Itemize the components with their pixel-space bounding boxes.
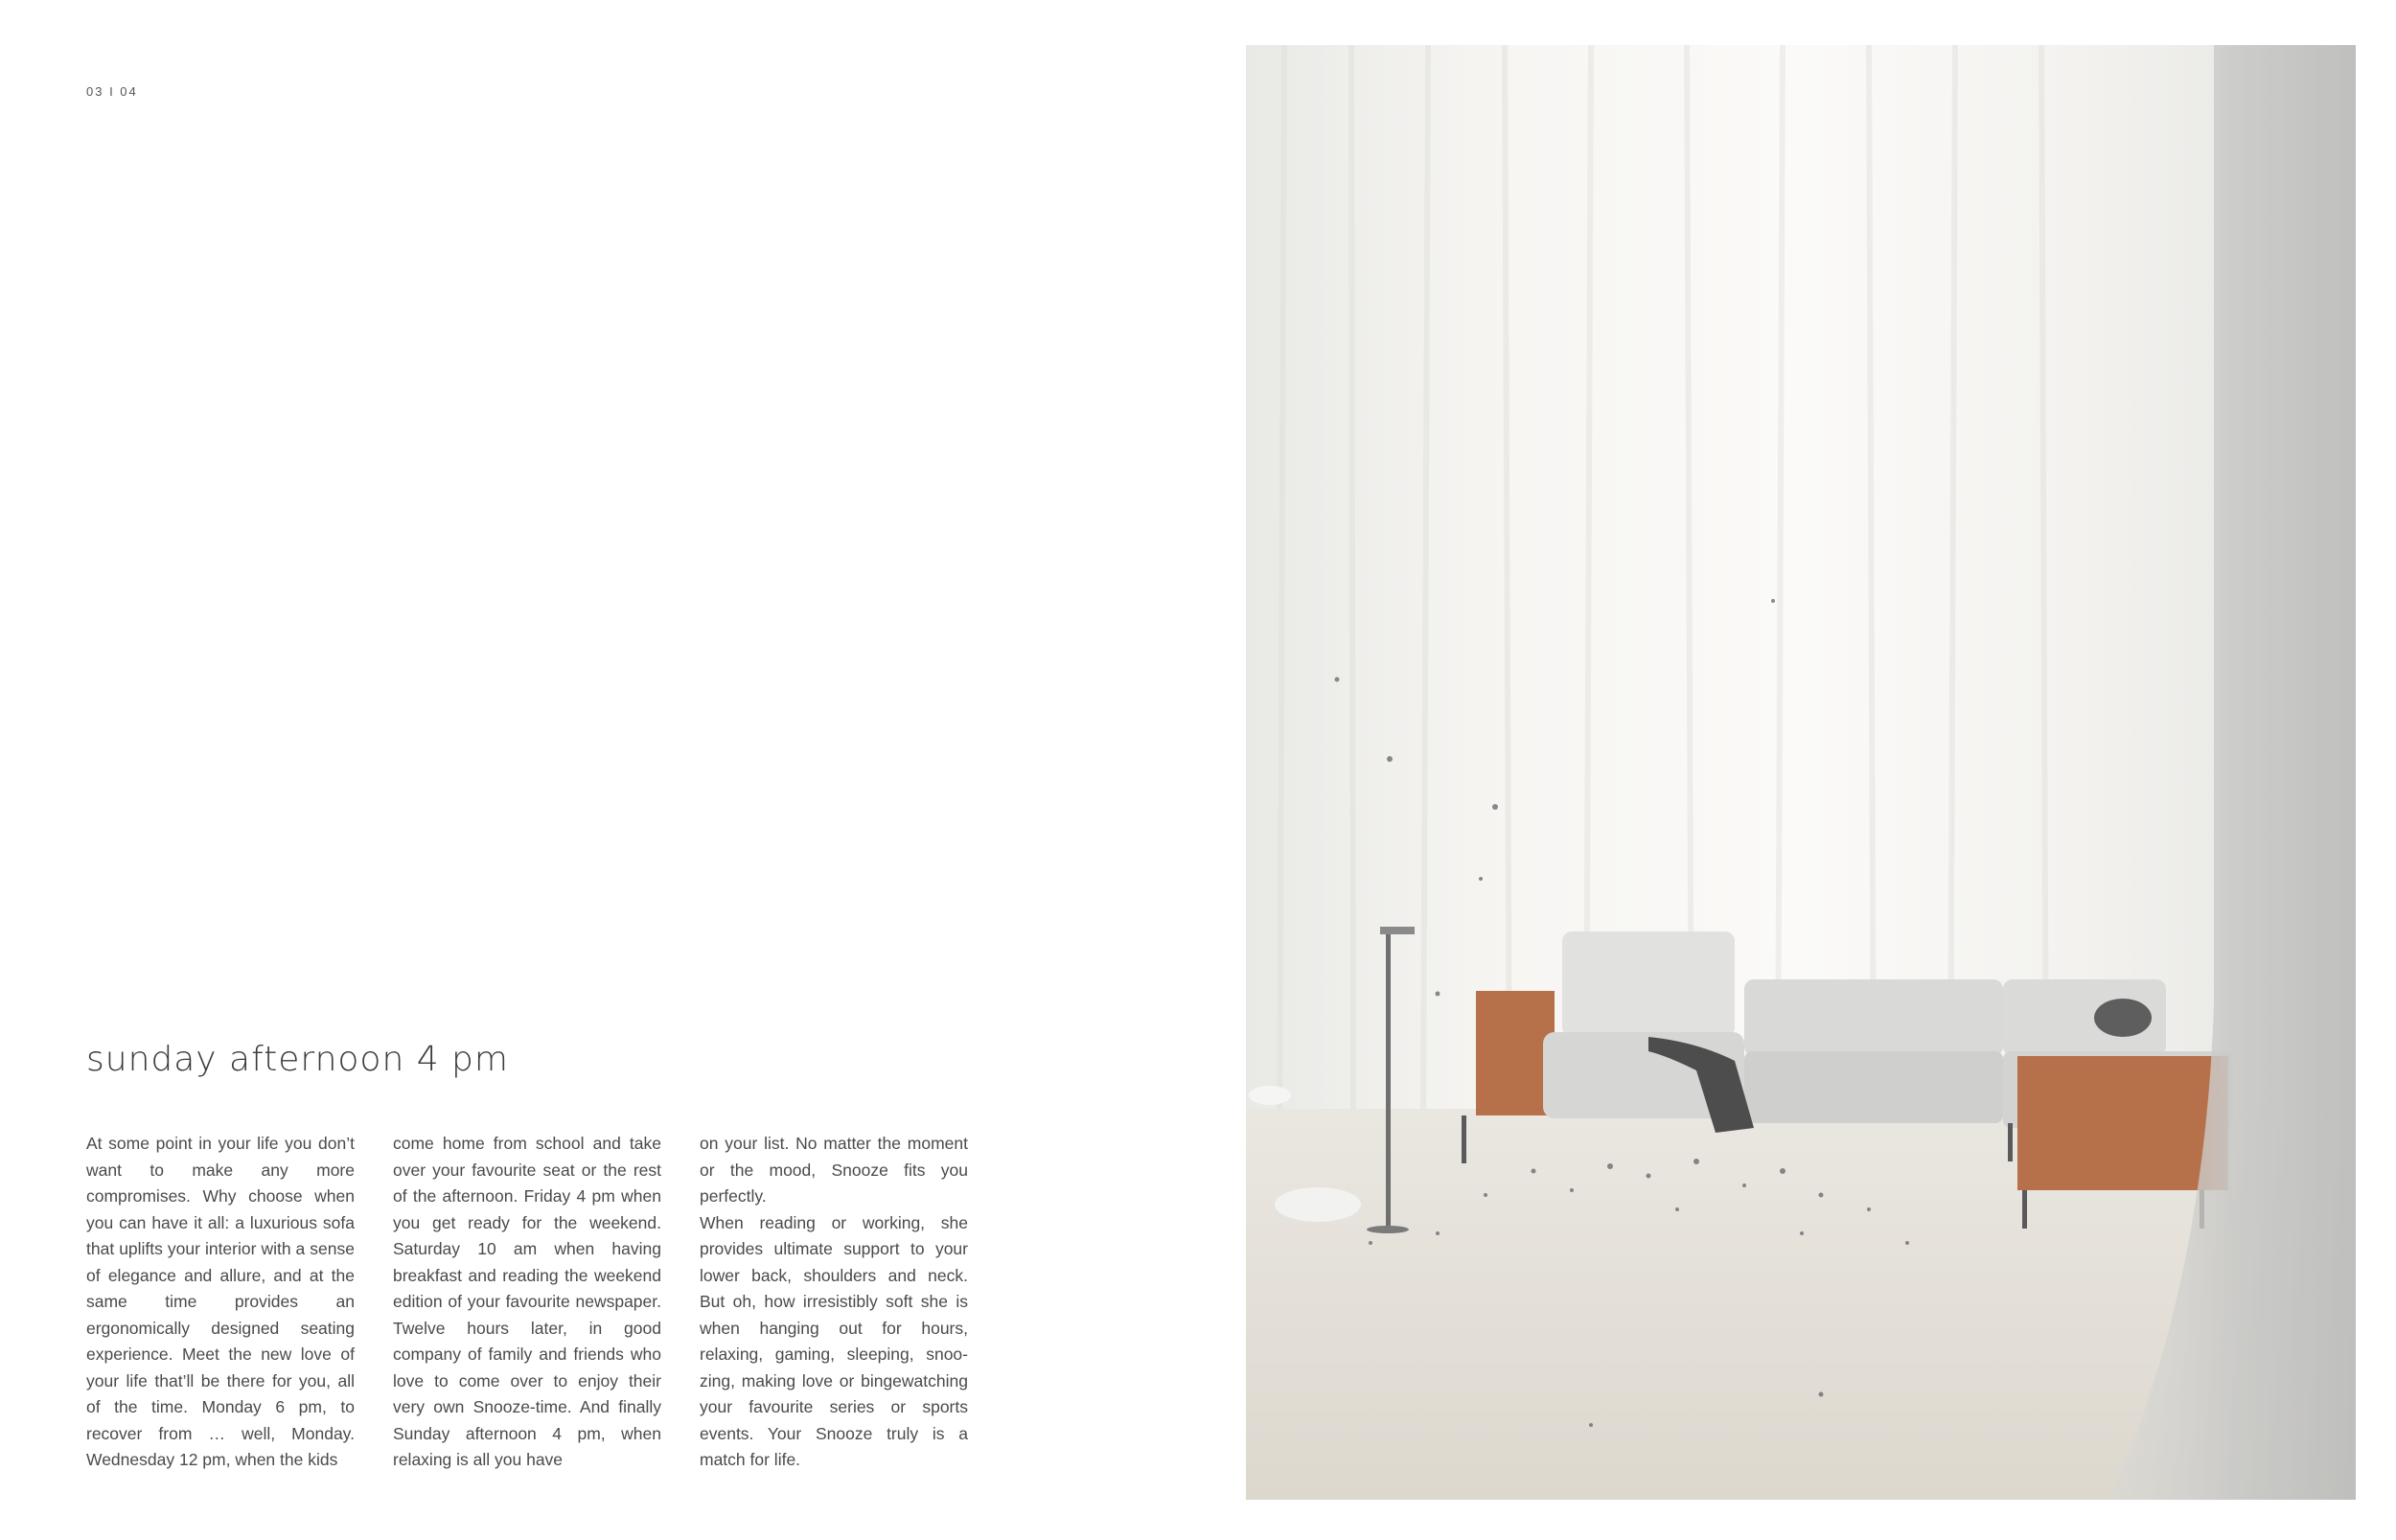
text-column-2 <box>393 1131 661 1474</box>
paragraph: come home from school and take over your favourite seat or the rest of the afternoon. Friday 4 pm when you get ready for the weekend. Saturday 10 am when having breakfast and reading the weekend edition of your favourite newspaper. Twelve hours later, in good company of family and friends who love to come over to enjoy their very own Snooze-time. And finally Sunday afternoon 4 pm, when relaxing is all you have <box>393 1134 661 1469</box>
text-column-3 <box>700 1131 968 1474</box>
paragraph: on your list. No matter the moment or the mood, Snooze fits you perfectly. <box>700 1134 968 1206</box>
curtain-backdrop <box>1246 45 2356 1128</box>
paragraph: At some point in your life you don’t want to make any more compromises. Why choose when you can have it all: a luxurious sofa that uplifts your interior with a sense of elegance and allure, and at the same time provides an ergonomically designed seating experience. Meet the new love of your life that’ll be there for you, all of the time. Monday 6 pm, to recover from … well, Monday. Wednesday 12 pm, when the kids <box>86 1134 355 1469</box>
sofa-photo <box>1246 45 2356 1500</box>
headline: sunday afternoon 4 pm <box>86 1040 509 1079</box>
floor-pillow <box>1275 1187 1361 1222</box>
page-number: 03 I 04 <box>86 84 138 99</box>
floor-pillow <box>1249 1086 1291 1105</box>
paragraph: When reading or working, she provides ultimate support to your lower back, shoulders and neck. But oh, how irresistibly soft she is when hanging out for hours, relaxing, gaming, sleeping, snoo-zing, making love or bingewatching your favourite series or sports events. Your Snooze truly is a match for life. <box>700 1212 968 1469</box>
text-column-1 <box>86 1131 355 1474</box>
leather-side-table <box>1476 991 1555 1115</box>
body-text <box>86 1131 968 1474</box>
